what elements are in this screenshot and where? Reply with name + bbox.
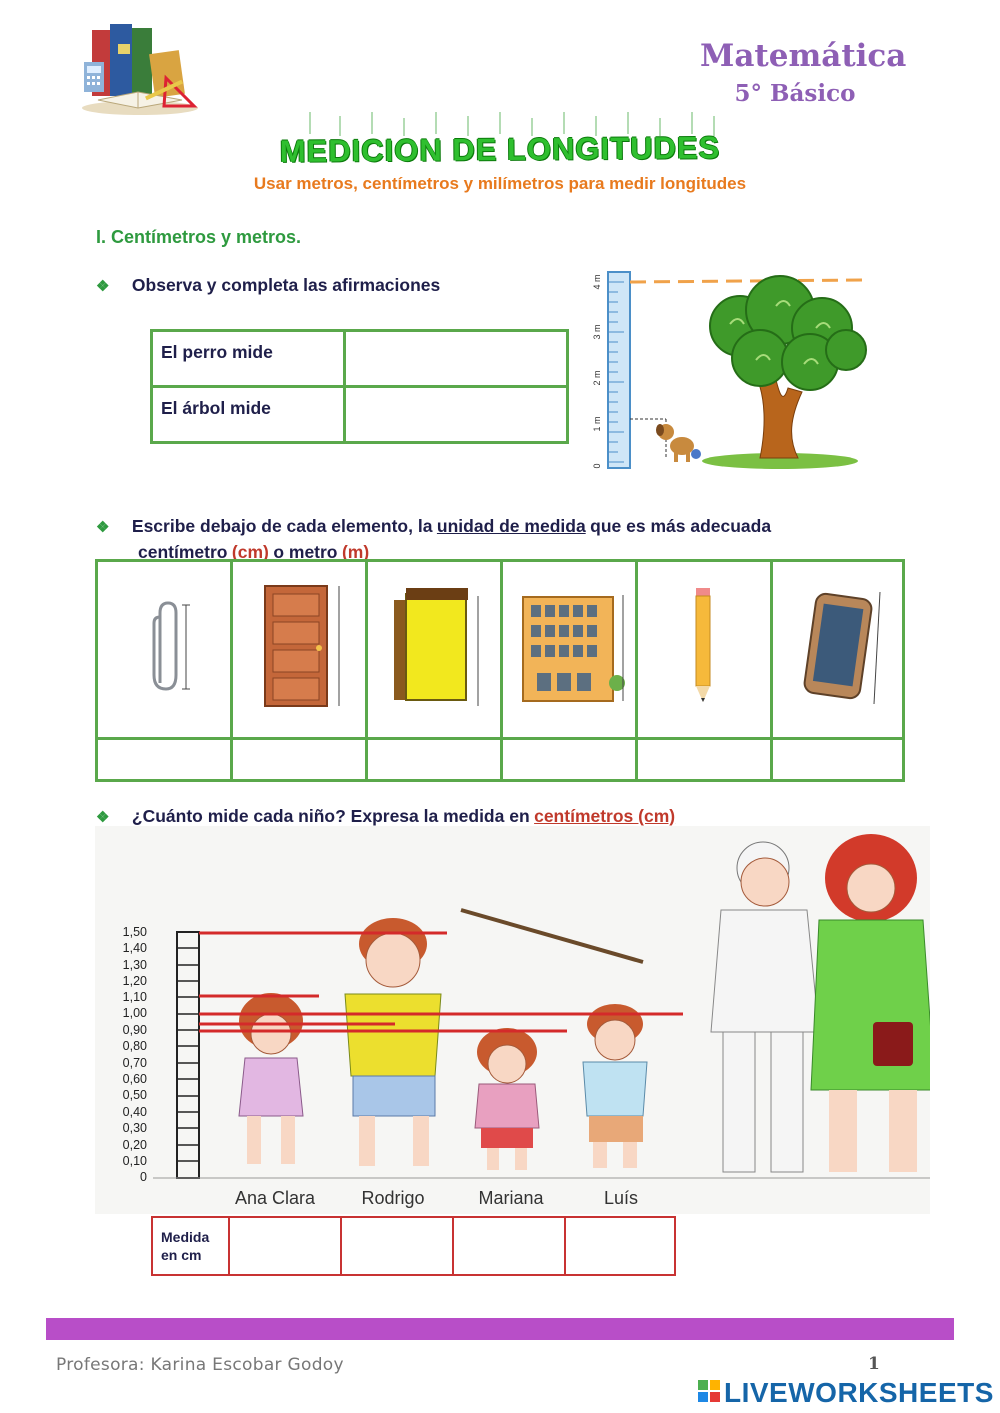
scale-label: 0,30 (122, 1121, 147, 1135)
rodrigo-measure-field[interactable] (341, 1217, 453, 1275)
answer-door-field[interactable] (232, 739, 367, 781)
scale-label: 0,50 (122, 1088, 147, 1102)
mariana-measure-field[interactable] (453, 1217, 565, 1275)
scale-label: 0,70 (122, 1056, 147, 1070)
scale-label: 1,00 (122, 1006, 147, 1020)
scale-label: 0,40 (122, 1105, 147, 1119)
tree-dog-ruler-illustration (590, 268, 870, 473)
building-icon (509, 587, 629, 707)
answer-pencil-field[interactable] (637, 739, 772, 781)
tree-label: El árbol mide (152, 387, 345, 443)
grade-level: 5° Básico (734, 80, 856, 107)
ruler-label-1m: 1 m (592, 416, 602, 432)
ana-clara-measure-field[interactable] (229, 1217, 341, 1275)
item-pencil (637, 561, 772, 739)
ruler-label-4m: 4 m (592, 274, 602, 290)
scale-label: 0,60 (122, 1072, 147, 1086)
page-number: 1 (868, 1354, 880, 1374)
liveworksheets-brand[interactable]: LIVEWORKSHEETS (724, 1377, 994, 1408)
answer-building-field[interactable] (502, 739, 637, 781)
measure-statements-table (150, 329, 569, 444)
children-measure-table (151, 1216, 676, 1276)
main-title: MEDICION DE LONGITUDES (279, 130, 721, 169)
book-icon (384, 582, 484, 712)
item-phone (772, 561, 904, 739)
units-table (95, 559, 905, 782)
books-illustration (78, 22, 200, 117)
answer-paperclip-field[interactable] (97, 739, 232, 781)
scale-label: 0,10 (122, 1154, 147, 1168)
children-height-illustration (95, 826, 930, 1214)
dog-answer-field[interactable] (345, 331, 568, 387)
scale-label: 0,20 (122, 1138, 147, 1152)
tree-answer-field[interactable] (345, 387, 568, 443)
child-name-rodrigo: Rodrigo (361, 1188, 425, 1208)
item-building (502, 561, 637, 739)
scale-label: 1,20 (122, 974, 147, 988)
answer-book-field[interactable] (367, 739, 502, 781)
liveworksheets-logo-icon (698, 1378, 722, 1408)
diamond-bullet-icon: ❖ (96, 809, 110, 826)
dog-label: El perro mide (152, 331, 345, 387)
measure-label: Medida en cm (152, 1217, 229, 1275)
scale-label: 0,90 (122, 1023, 147, 1037)
instruction-observe: ❖ Observa y completa las afirmaciones (96, 275, 441, 295)
ruler-label-2m: 2 m (592, 370, 602, 386)
child-name-ana-clara: Ana Clara (234, 1188, 316, 1208)
item-book (367, 561, 502, 739)
instruction-units: ❖ Escribe debajo de cada elemento, la unidad de medida que es más adecuada centímetro (cm) o metro (m) (96, 516, 772, 562)
answer-phone-field[interactable] (772, 739, 904, 781)
scale-label: 1,30 (122, 958, 147, 972)
scale-label: 0,80 (122, 1039, 147, 1053)
child-name-luis: Luís (603, 1188, 639, 1208)
phone-icon (788, 582, 888, 712)
ruler-label-0: 0 (592, 463, 602, 469)
door-icon (249, 582, 349, 712)
scale-label: 1,40 (122, 941, 147, 955)
instruction-children-height: ❖ ¿Cuánto mide cada niño? Expresa la medida en centímetros (cm) (96, 806, 676, 826)
ruler-label-3m: 3 m (592, 324, 602, 340)
pencil-icon (684, 582, 724, 712)
item-door (232, 561, 367, 739)
teacher-name: Profesora: Karina Escobar Godoy (56, 1355, 344, 1375)
child-name-mariana: Mariana (478, 1188, 544, 1208)
diamond-bullet-icon: ❖ (96, 278, 110, 295)
paperclip-icon (134, 597, 194, 697)
subject-title: Matemática (700, 38, 907, 74)
scale-label: 1,10 (122, 990, 147, 1004)
item-paperclip (97, 561, 232, 739)
scale-label: 1,50 (122, 925, 147, 939)
diamond-bullet-icon: ❖ (96, 519, 110, 536)
subtitle: Usar metros, centímetros y milímetros para medir longitudes (253, 174, 747, 193)
section-heading: I. Centímetros y metros. (96, 227, 302, 247)
footer-bar (46, 1318, 954, 1340)
luis-measure-field[interactable] (565, 1217, 675, 1275)
scale-label: 0 (140, 1170, 147, 1184)
